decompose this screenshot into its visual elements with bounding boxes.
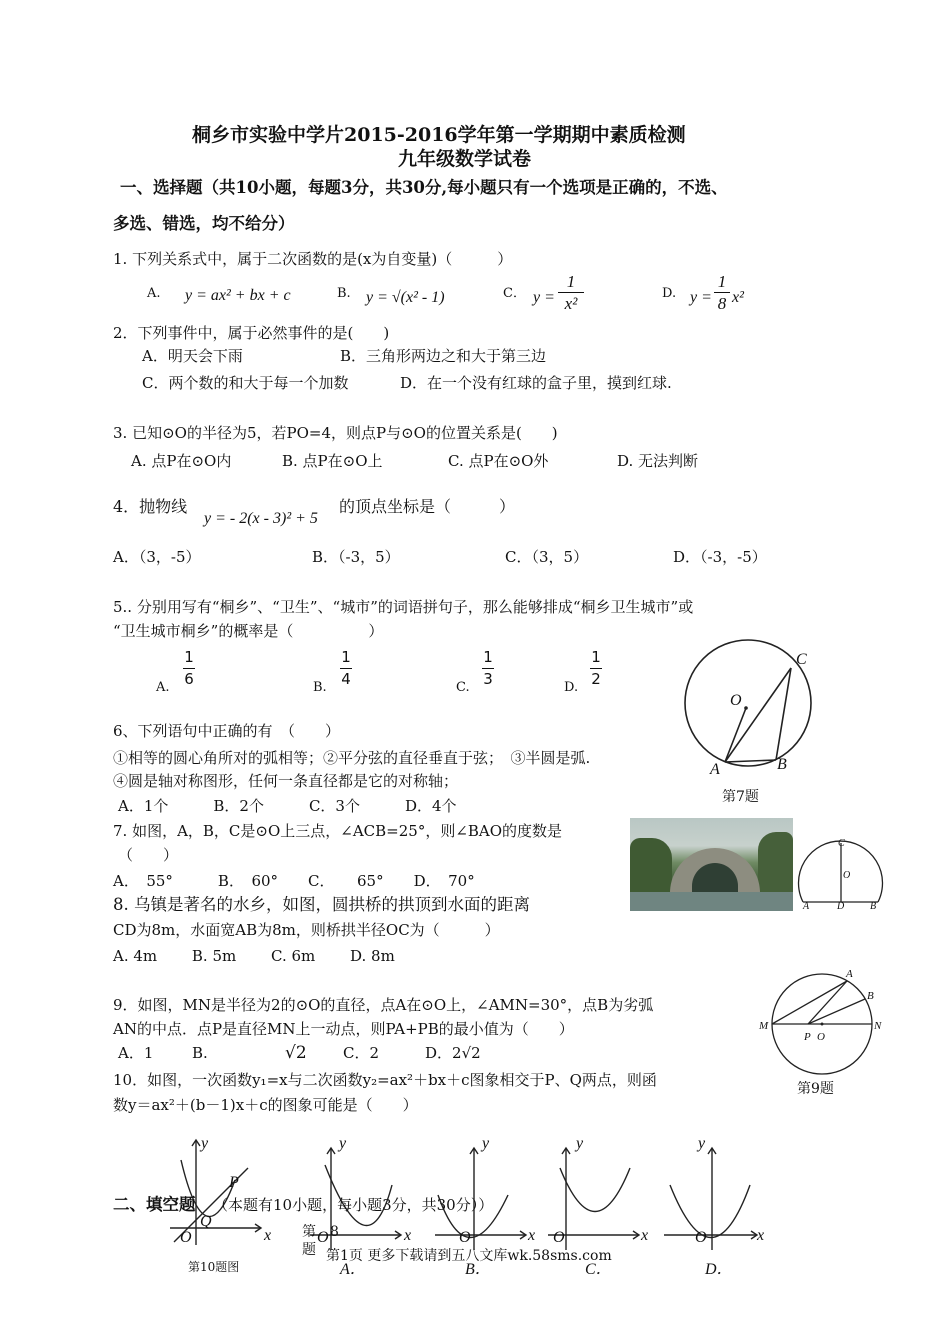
q5-option-a-label: A. <box>156 680 170 695</box>
q4-option-d: D．（-3，-5） <box>673 548 767 566</box>
q1-stem: 1. 下列关系式中，属于二次函数的是(x为自变量)（ ） <box>113 250 513 268</box>
q1-option-b-formula: y = √(x² - 1) <box>366 289 445 306</box>
fig10-label-y: y <box>201 1135 209 1152</box>
q3-option-b: B. 点P在⊙O上 <box>282 452 383 470</box>
q5-option-d-label: D. <box>564 680 579 695</box>
q10-stem: 10．如图，一次函数y₁=x与二次函数y₂=ax²＋bx＋c图象相交于P、Q两点，则函 <box>113 1071 657 1089</box>
option-b-label-o: O <box>459 1229 471 1246</box>
fig9-label-p: P <box>804 1031 811 1043</box>
q5-option-b-label: B. <box>313 680 327 695</box>
q7-stem: 7. 如图，A，B，C是⊙O上三点，∠ACB=25°，则∠BAO的度数是 <box>113 822 563 840</box>
q8-stem: 8. 乌镇是著名的水乡，如图，圆拱桥的拱顶到水面的距离 <box>113 895 530 914</box>
q3-option-a: A. 点P在⊙O内 <box>131 452 232 470</box>
q9-option-c: C．2 <box>343 1044 380 1062</box>
q5-option-c-label: C. <box>456 680 470 695</box>
option-b-caption: B． <box>465 1261 491 1278</box>
fraction-numerator: 1 <box>591 648 601 666</box>
option-d-graph <box>664 1148 757 1250</box>
q9-stem-cont: AN的中点．点P是直径MN上一动点，则PA+PB的最小值为（ ） <box>113 1020 574 1038</box>
option-b-label-y: y <box>482 1135 490 1152</box>
q2-option-a: A．明天会下雨 <box>142 347 243 365</box>
option-c-label-o: O <box>553 1229 565 1246</box>
fig7-label-c: C <box>796 651 807 668</box>
fraction-numerator: 1 <box>717 272 727 291</box>
fig10-label-o: O <box>180 1229 192 1246</box>
page-footer: 第1页 更多下载请到五八文库wk.58sms.com <box>326 1248 612 1264</box>
q5-stem-cont: “卫生城市桐乡”的概率是（ ） <box>113 622 384 640</box>
exam-title: 桐乡市实验中学片2015-2016学年第一学期期中素质检测 <box>192 124 686 146</box>
q1-option-d-label: D. <box>662 286 677 301</box>
q1-option-c-label: C． <box>503 286 526 301</box>
fig7-label-b: B <box>777 756 787 773</box>
section2-note: （本题有10小题，每小题3分，共30分）） <box>213 1196 494 1214</box>
fig7-caption: 第7题 <box>722 789 759 805</box>
q1-option-d-lhs: y = <box>690 289 712 306</box>
fraction-denominator: x² <box>564 294 578 313</box>
q4-option-b: B．（-3，5） <box>312 548 400 566</box>
fig9-label-n: N <box>874 1020 882 1032</box>
option-d-caption: D． <box>705 1261 733 1278</box>
fraction-denominator: 4 <box>341 670 351 688</box>
q9-option-a: A．1 <box>118 1044 154 1062</box>
option-d-label-o: O <box>695 1229 707 1246</box>
q9-option-d: D．2√2 <box>425 1044 481 1062</box>
fig9-label-o: O <box>817 1031 825 1043</box>
q3-option-c: C. 点P在⊙O外 <box>448 452 549 470</box>
option-a-caption: A． <box>340 1261 366 1278</box>
q6-statement-2: ④圆是轴对称图形，任何一条直径都是它的对称轴； <box>113 772 459 790</box>
q9-option-b: B. <box>192 1044 208 1062</box>
fig10-label-p: P <box>229 1174 239 1191</box>
footer-side-digit: 8 <box>330 1224 339 1240</box>
fig10-caption: 第10题图 <box>188 1260 240 1274</box>
fraction-numerator: 1 <box>341 648 351 666</box>
fig9-label-m: M <box>759 1020 769 1032</box>
q5-stem: 5.. 分别用写有“桐乡”、“卫生”、“城市”的词语拼句子，那么能够排成“桐乡卫生城市”或 <box>113 598 694 616</box>
option-a-label-o: O <box>317 1229 329 1246</box>
option-a-label-y: y <box>339 1135 347 1152</box>
section1-heading-cont: 多选、错选，均不给分） <box>113 214 295 233</box>
fraction-denominator: 8 <box>717 294 727 313</box>
fraction-denominator: 2 <box>591 670 601 688</box>
section2-heading: 二、填空题 <box>113 1195 196 1214</box>
q1-option-b-label: B. <box>337 286 351 301</box>
fraction-numerator: 1 <box>566 272 576 291</box>
q6-stem: 6、下列语句中正确的有 （ ） <box>113 722 341 740</box>
fig8-label-a: A <box>803 901 810 912</box>
option-c-label-y: y <box>576 1135 584 1152</box>
q4-stem-pre: 4．抛物线 <box>113 497 188 516</box>
q8-stem-cont: CD为8m，水面宽AB为8m，则桥拱半径OC为（ ） <box>113 921 500 939</box>
q2-option-c: C．两个数的和大于每一个加数 <box>142 374 349 392</box>
fig10-label-x: x <box>264 1227 272 1244</box>
fig8-label-d: D <box>837 901 845 912</box>
fig9-label-b: B <box>867 990 874 1002</box>
fig8-label-o: O <box>843 870 851 881</box>
fig8-label-b: B <box>870 901 877 912</box>
q9-stem: 9．如图，MN是半径为2的⊙O的直径，点A在⊙O上，∠AMN=30°，点B为劣弧 <box>113 996 654 1014</box>
fig7-label-o: O <box>730 692 742 709</box>
q4-option-a: A．（3，-5） <box>113 548 201 566</box>
q4-option-c: C．（3，5） <box>505 548 589 566</box>
option-a-label-x: x <box>404 1227 412 1244</box>
option-c-caption: C． <box>585 1261 612 1278</box>
q4-formula: y = - 2(x - 3)² + 5 <box>204 510 318 527</box>
section1-heading: 一、选择题（共10小题，每题3分，共30分,每小题只有一个选项是正确的，不选、 <box>120 178 728 197</box>
q3-stem: 3. 已知⊙O的半径为5，若PO=4，则点P与⊙O的位置关系是( ) <box>113 424 558 442</box>
q2-stem: 2．下列事件中，属于必然事件的是( ) <box>113 324 390 342</box>
option-d-label-y: y <box>698 1135 706 1152</box>
fig9-caption: 第9题 <box>797 1081 834 1097</box>
q7-options: A． 55° B． 60° C． 65° D． 70° <box>113 872 475 890</box>
fig9-label-a: A <box>846 968 853 980</box>
q3-option-d: D. 无法判断 <box>617 452 699 470</box>
q1-option-a-label: A. <box>147 286 161 301</box>
q6-statement-1: ①相等的圆心角所对的弧相等；②平分弦的直径垂直于弦； ③半圆是弧. <box>113 749 591 767</box>
q2-option-b: B．三角形两边之和大于第三边 <box>340 347 547 365</box>
q7-paren: （ ） <box>118 846 179 864</box>
footer-side-label-2: 题 <box>302 1242 316 1258</box>
footer-side-label-1: 第 <box>302 1224 316 1240</box>
exam-subtitle: 九年级数学试卷 <box>398 148 532 170</box>
q1-option-a-formula: y = ax² + bx + c <box>185 287 291 304</box>
option-d-label-x: x <box>757 1227 765 1244</box>
option-b-label-x: x <box>528 1227 536 1244</box>
fig8-label-c: C <box>838 838 845 849</box>
fraction-denominator: 3 <box>483 670 493 688</box>
fig7-label-a: A <box>710 761 720 778</box>
q8-options: A. 4m B. 5m C. 6m D. 8m <box>113 947 395 965</box>
fraction-denominator: 6 <box>184 670 194 688</box>
q2-option-d: D．在一个没有红球的盒子里，摸到红球. <box>400 374 672 392</box>
fig10-label-q: Q <box>200 1213 212 1230</box>
q1-option-c-lhs: y = <box>533 289 555 306</box>
q6-options: A．1个 B．2个 C．3个 D．4个 <box>118 797 457 815</box>
fraction-numerator: 1 <box>184 648 194 666</box>
q1-option-d-rhs: x² <box>732 289 744 306</box>
q4-stem-post: 的顶点坐标是（ ） <box>339 497 516 516</box>
fraction-numerator: 1 <box>483 648 493 666</box>
q9-option-b-value: √2 <box>285 1043 307 1063</box>
q10-stem-cont: 数y＝ax²＋(b－1)x＋c的图象可能是（ ） <box>113 1096 418 1114</box>
option-c-label-x: x <box>641 1227 649 1244</box>
